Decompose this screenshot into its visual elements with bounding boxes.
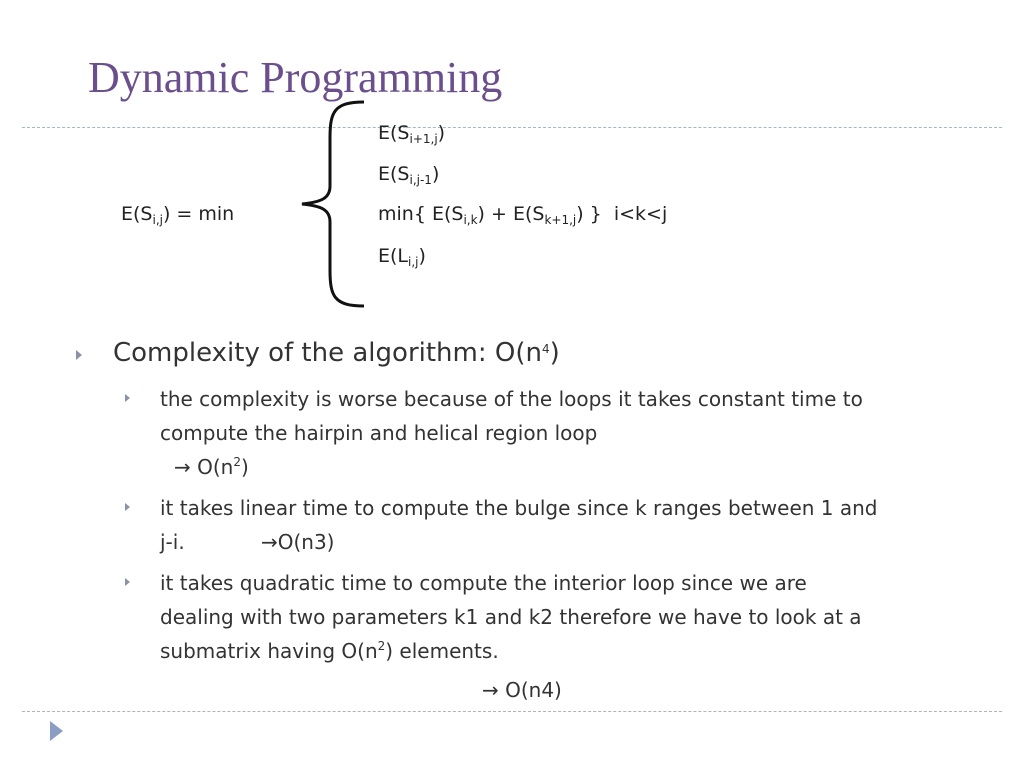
arrow-text: → O(n <box>174 455 234 479</box>
equation-case-2 <box>378 163 439 185</box>
equation-lhs <box>121 203 234 225</box>
case3-subscript-1: i,k <box>463 213 478 227</box>
subbullet-marker-icon <box>125 394 130 402</box>
case4-close: ) <box>418 245 426 267</box>
line-text: submatrix having O(n <box>160 639 378 663</box>
subbullet-line: j-i. →O(n3) <box>160 530 335 554</box>
case3-text-b: ) + E(S <box>477 203 545 225</box>
subbullet-marker-icon <box>125 578 130 586</box>
case3-text-a: min{ E(S <box>378 203 464 225</box>
equation-case-1 <box>378 122 445 144</box>
main-bullet <box>113 338 560 368</box>
case2-subscript: i,j-1 <box>409 173 432 187</box>
subbullet-line: it takes quadratic time to compute the interior loop since we are <box>160 571 807 595</box>
equation-case-3 <box>378 203 667 225</box>
case1-text: E(S <box>378 122 410 144</box>
arrow-close: ) <box>240 455 249 479</box>
top-divider <box>22 127 1002 128</box>
lhs-subscript: i,j <box>152 213 163 227</box>
subbullet-bulge <box>160 491 990 559</box>
subbullet-hairpin <box>160 382 990 484</box>
bottom-divider <box>22 711 1002 712</box>
case4-text: E(L <box>378 245 409 267</box>
case1-close: ) <box>437 122 446 144</box>
lhs-text: E(S <box>121 203 153 225</box>
corner-triangle-icon <box>50 721 63 741</box>
curly-brace <box>294 98 374 310</box>
case2-close: ) <box>431 163 440 185</box>
subbullet-marker-icon <box>125 503 130 511</box>
arrow-superscript: 2 <box>233 455 241 469</box>
bullet-marker-icon <box>76 350 82 360</box>
case3-text-c: ) } i<k<j <box>576 203 668 225</box>
subbullet-line: the complexity is worse because of the loops it takes constant time to <box>160 387 863 411</box>
subbullet-interior-loop <box>160 566 990 668</box>
subbullet-line: dealing with two parameters k1 and k2 therefore we have to look at a <box>160 605 862 629</box>
main-bullet-superscript: 4 <box>541 342 550 356</box>
case3-subscript-2: k+1,j <box>544 213 577 227</box>
case4-subscript: i,j <box>408 255 419 269</box>
subbullet-line <box>160 634 990 668</box>
line-text-post: ) elements. <box>385 639 499 663</box>
final-complexity: → O(n4) <box>482 678 562 702</box>
main-bullet-close: ) <box>549 338 560 368</box>
subbullet-line: it takes linear time to compute the bulge since k ranges between 1 and <box>160 496 878 520</box>
equation-case-4 <box>378 245 426 267</box>
line-superscript: 2 <box>377 639 386 653</box>
main-bullet-text: Complexity of the algorithm: O(n <box>113 338 542 368</box>
lhs-text-post: ) = min <box>162 203 235 225</box>
subbullet-arrow-line <box>160 450 990 484</box>
slide-title: Dynamic Programming <box>88 53 503 102</box>
case1-subscript: i+1,j <box>409 132 438 146</box>
subbullet-line: compute the hairpin and helical region loop <box>160 421 598 445</box>
case2-text: E(S <box>378 163 410 185</box>
